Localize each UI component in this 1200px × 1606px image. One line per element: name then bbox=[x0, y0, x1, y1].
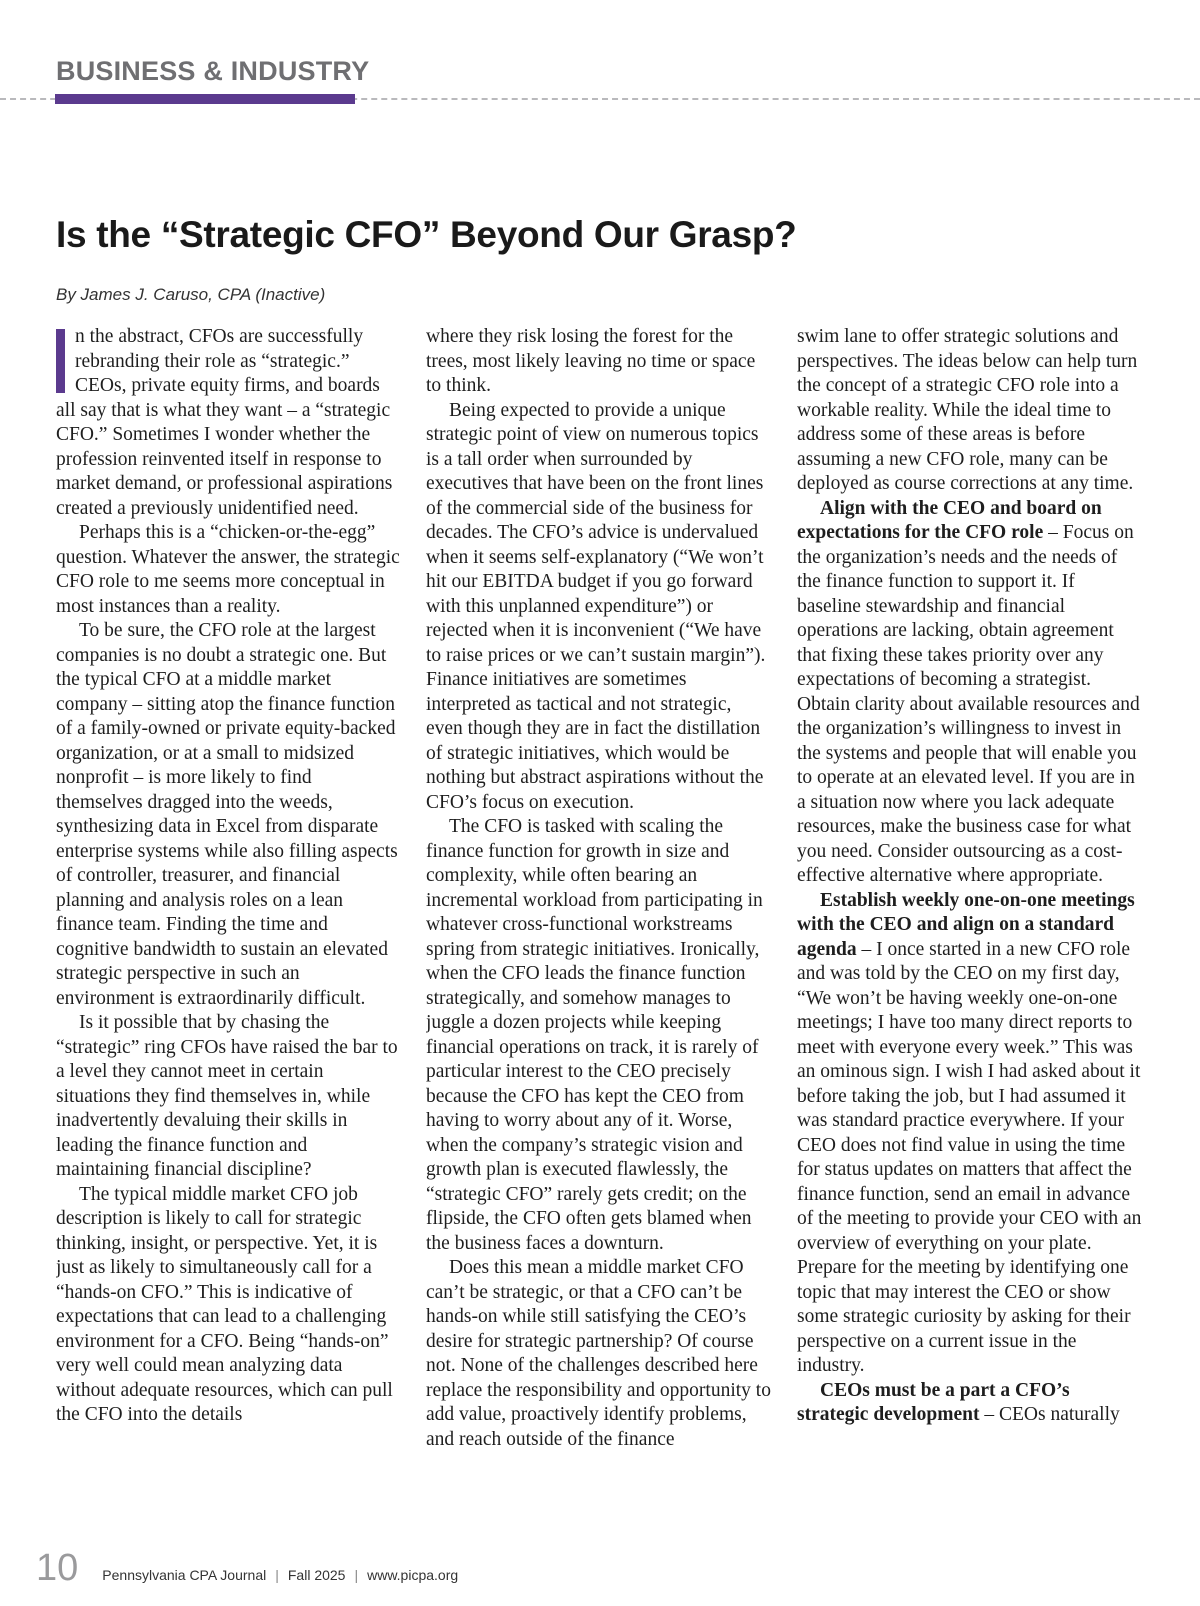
drop-cap-bar bbox=[56, 329, 65, 393]
subheading: CEOs must be a part a CFO’s strategic development bbox=[797, 1379, 1070, 1425]
paragraph: The typical middle market CFO job description is likely to call for strategic thinking, insight, or perspective. Yet, it is just as likely to simultaneously call for a “hands-on CFO.” This is indicative of expectations that can lead to a challenging environment for a CFO. Being “hands-on” very well could mean analyzing data without adequate resources, which can pull the CFO into the details bbox=[56, 1183, 393, 1425]
paragraph: Align with the CEO and board on expectations for the CFO role – Focus on the organization’s needs and the needs of the finance function to support it. If baseline stewardship and financial operations are lacking, obtain agreement that fixing these takes priority over any expectations of becoming a strategist. Obtain clarity about available resources and the organization’s willingness to invest in the systems and people that will enable you to operate at an elevated level. If you are in a situation now where you lack adequate resources, make the business case for what you need. Consider outsourcing as a cost-effective alternative where appropriate. bbox=[797, 497, 1140, 886]
paragraph: The CFO is tasked with scaling the finance function for growth in size and complexity, while often bearing an incremental workload from participating in whatever cross-functional workstreams spring from strategic initiatives. Ironically, when the CFO leads the finance function strategically, and somehow manages to juggle a dozen projects while keeping financial operations on track, it is rarely of particular interest to the CEO precisely because the CFO has kept the CEO from having to worry about any of it. Worse, when the company’s strategic vision and growth plan is executed flawlessly, the “strategic CFO” rarely gets credit; on the flipside, the CFO often gets blamed when the business faces a downturn. bbox=[426, 816, 763, 1254]
paragraph: swim lane to offer strategic solutions and perspectives. The ideas below can help turn the concept of a strategic CFO role into a workable reality. While the ideal time to address some of these areas is before assuming a new CFO role, many can be deployed as course corrections at any time. bbox=[797, 326, 1138, 494]
issue-label: Fall 2025 bbox=[287, 1567, 346, 1583]
page-number: 10 bbox=[36, 1547, 79, 1589]
website-link[interactable]: www.picpa.org bbox=[367, 1567, 459, 1583]
journal-name: Pennsylvania CPA Journal bbox=[102, 1567, 267, 1583]
article-title: Is the “Strategic CFO” Beyond Our Grasp? bbox=[56, 214, 797, 255]
paragraph: n the abstract, CFOs are successfully rebranding their role as “strategic.” CEOs, private equity firms, and boards all say that is what they want – a “strategic CFO.” Sometimes I wonder whether the profession reinvented itself in response to market demand, or professional aspirations created a previously unidentified need. bbox=[56, 326, 393, 519]
subheading: Establish weekly one-on-one meetings with the CEO and align on a standard agenda bbox=[797, 889, 1135, 960]
article-byline: By James J. Caruso, CPA (Inactive) bbox=[56, 285, 326, 304]
footer-separator: | bbox=[275, 1567, 279, 1583]
article-column-3 bbox=[797, 325, 1142, 1501]
footer-separator: | bbox=[354, 1567, 359, 1583]
paragraph: Establish weekly one-on-one meetings with the CEO and align on a standard agenda – I once started in a new CFO role and was told by the CEO on my first day, “We won’t be having weekly one-on-one meetings; I have too many direct reports to meet with everyone every week.” This was an ominous sign. I wish I had asked about it before taking the job, but I had assumed it was standard practice everywhere. If your CEO does not find value in using the time for status updates on matters that affect the finance function, send an email in advance of the meeting to provide your CEO with an overview of everything on your plate. Prepare for the meeting by identifying one topic that may interest the CEO or show some strategic curiosity by asking for their perspective on a current issue in the industry. bbox=[797, 889, 1142, 1376]
subheading: Align with the CEO and board on expectations for the CFO role bbox=[797, 497, 1102, 543]
section-header: BUSINESS & INDUSTRY bbox=[56, 56, 370, 86]
paragraph: Is it possible that by chasing the “strategic” ring CFOs have raised the bar to a level they cannot meet in certain situations they find themselves in, while inadvertently devaluing their skills in leading the finance function and maintaining financial discipline? bbox=[56, 1012, 398, 1180]
paragraph: CEOs must be a part a CFO’s strategic development – CEOs naturally bbox=[797, 1379, 1120, 1425]
paragraph: Does this mean a middle market CFO can’t be strategic, or that a CFO can’t be hands-on while still satisfying the CEO’s desire for strategic partnership? Of course not. None of the challenges described here replace the responsibility and opportunity to add value, proactively identify problems, and reach outside of the finance bbox=[426, 1257, 771, 1450]
paragraph: Being expected to provide a unique strategic point of view on numerous topics is a tall order when surrounded by executives that have been on the front lines of the commercial side of the business for decades. The CFO’s advice is undervalued when it seems self-explanatory (“We won’t hit our EBITDA budget if you go forward with this unplanned expenditure”) or rejected when it is inconvenient (“We have to raise prices or we can’t sustain margin”). Finance initiatives are sometimes interpreted as tactical and not strategic, even though they are in fact the distillation of strategic initiatives, which would be nothing but abstract aspirations without the CFO’s focus on execution. bbox=[426, 399, 766, 813]
paragraph: Perhaps this is a “chicken-or-the-egg” question. Whatever the answer, the strategic CFO role to me seems more conceptual in most instances than a reality. bbox=[56, 522, 400, 617]
page-footer bbox=[36, 1548, 736, 1588]
article-column-2 bbox=[426, 325, 771, 1501]
article-column-1 bbox=[56, 325, 401, 1501]
paragraph: where they risk losing the forest for the trees, most likely leaving no time or space to think. bbox=[426, 326, 756, 396]
paragraph: To be sure, the CFO role at the largest companies is no doubt a strategic one. But the typical CFO at a middle market company – sitting atop the finance function of a family-owned or private equity-backed organization, or at a small to midsized nonprofit – is more likely to find themselves dragged into the weeds, synthesizing data in Excel from disparate enterprise systems while also filling aspects of controller, treasurer, and financial planning and analysis roles on a lean finance team. Finding the time and cognitive bandwidth to sustain an elevated strategic perspective in such an environment is extraordinarily difficult. bbox=[56, 620, 398, 1009]
section-accent-bar bbox=[55, 94, 355, 104]
